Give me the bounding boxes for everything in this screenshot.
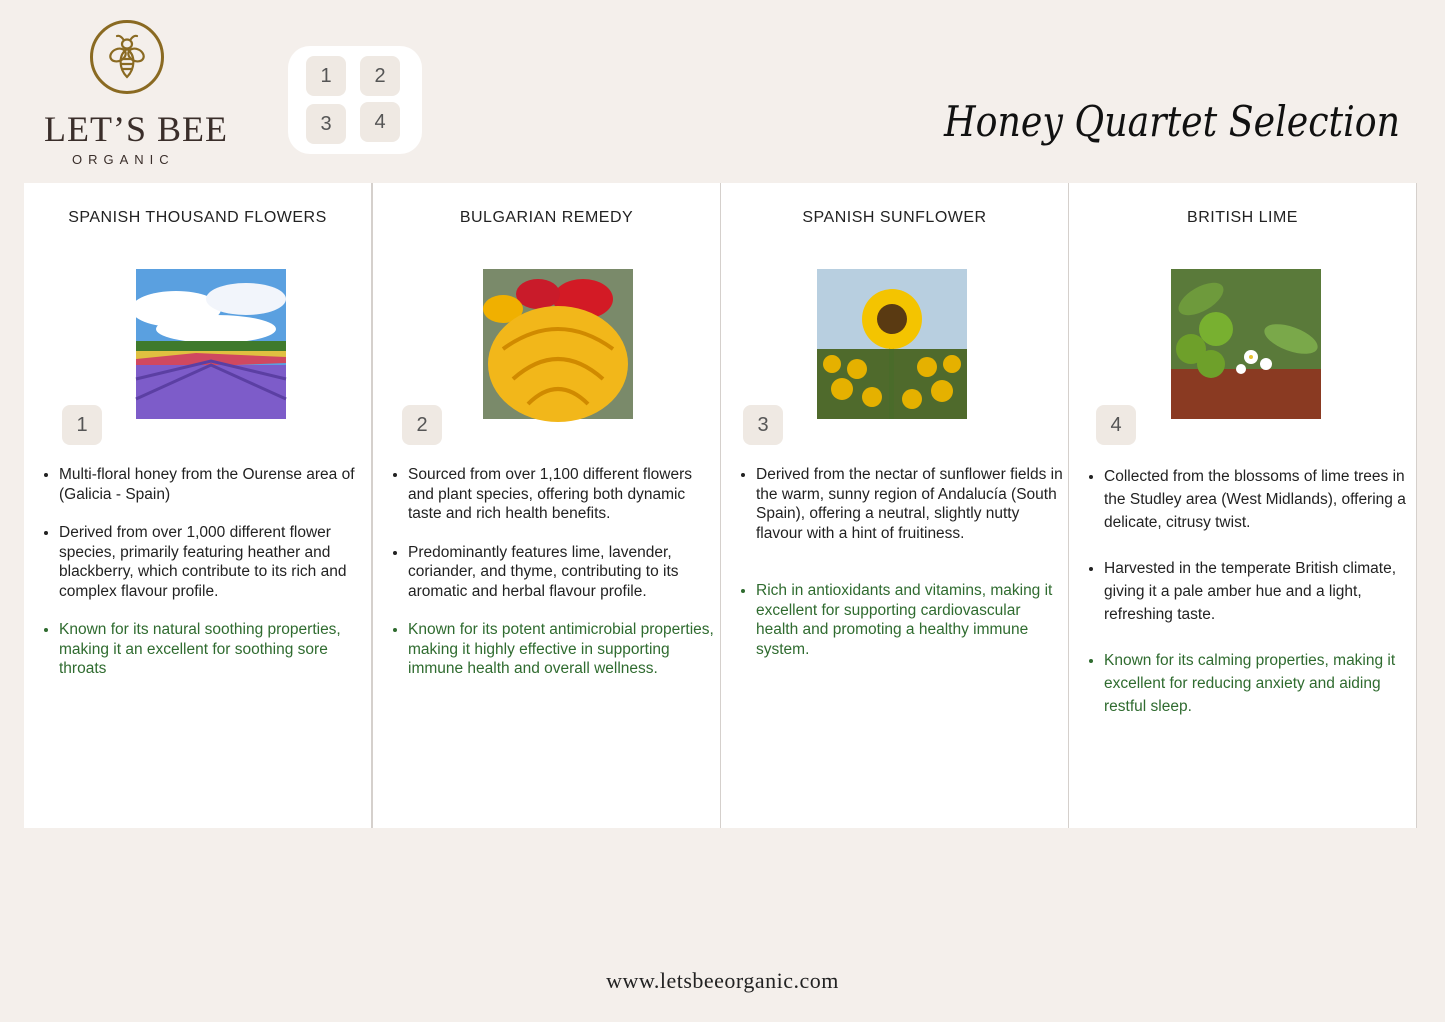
list-item: • Predominantly features lime, lavender, coriander, and thyme, contributing to its aromatic and herbal flavour profile. — [408, 543, 716, 602]
list-item: • Multi-floral honey from the Ourense area of (Galicia - Spain) — [59, 465, 367, 504]
card-number-badge: 4 — [1096, 405, 1136, 445]
card-title: SPANISH THOUSAND FLOWERS — [68, 209, 327, 226]
quartet-selector — [288, 46, 422, 154]
brand-logo — [40, 20, 230, 170]
lavender-field-photo — [136, 269, 286, 419]
card-title: SPANISH SUNFLOWER — [802, 209, 987, 226]
honey-card-1 — [24, 183, 371, 828]
list-item: • Derived from the nectar of sunflower fields in the warm, sunny region of Andalucía (South Spain), offering a neutral, slightly nutty flavour with a hint of fruitiness. — [756, 465, 1064, 543]
card-details — [40, 465, 367, 698]
benefit-item: • Known for its calming properties, making it excellent for reducing anxiety and aiding restful sleep. — [1104, 649, 1412, 718]
honey-card-3 — [721, 183, 1068, 828]
tulips-photo — [483, 269, 633, 419]
benefit-item: • Known for its natural soothing properties, making it an excellent for soothing sore throats — [59, 620, 367, 679]
selector-item-1[interactable]: 1 — [306, 56, 346, 96]
bee-icon — [90, 20, 164, 94]
benefit-item: • Rich in antioxidants and vitamins, making it excellent for supporting cardiovascular health and promoting a healthy immune system. — [756, 581, 1064, 659]
selector-item-3[interactable]: 3 — [306, 104, 346, 144]
card-details — [389, 465, 716, 698]
page-headline — [940, 78, 1410, 173]
selector-item-2[interactable]: 2 — [360, 56, 400, 96]
list-item: • Sourced from over 1,100 different flowers and plant species, offering both dynamic taste and rich health benefits. — [408, 465, 716, 524]
card-details — [1085, 465, 1412, 741]
honey-card-4 — [1069, 183, 1416, 828]
benefit-item: • Known for its potent antimicrobial properties, making it highly effective in supporting immune health and overall wellness. — [408, 620, 716, 679]
selector-item-4[interactable]: 4 — [360, 102, 400, 142]
card-number-badge: 3 — [743, 405, 783, 445]
lime-blossom-photo — [1171, 269, 1321, 419]
honey-card-2 — [373, 183, 720, 828]
headline-text: Honey Quartet Selection — [943, 97, 1400, 146]
list-item: • Derived from over 1,000 different flower species, primarily featuring heather and blackberry, which contribute to its rich and complex flavour profile. — [59, 523, 367, 601]
card-title: BRITISH LIME — [1187, 209, 1298, 226]
card-title: BULGARIAN REMEDY — [459, 209, 634, 226]
list-item: • Collected from the blossoms of lime trees in the Studley area (West Midlands), offering a delicate, citrusy twist. — [1104, 465, 1412, 534]
list-item: • Harvested in the temperate British climate, giving it a pale amber hue and a light, refreshing taste. — [1104, 557, 1412, 626]
brand-tagline: ORGANIC — [72, 152, 175, 167]
brand-name: LET’S BEE — [44, 109, 228, 149]
card-details — [737, 465, 1064, 678]
card-number-badge: 2 — [402, 405, 442, 445]
website-link[interactable]: www.letsbeeorganic.com — [606, 968, 839, 993]
card-number-badge: 1 — [62, 405, 102, 445]
sunflower-photo — [817, 269, 967, 419]
